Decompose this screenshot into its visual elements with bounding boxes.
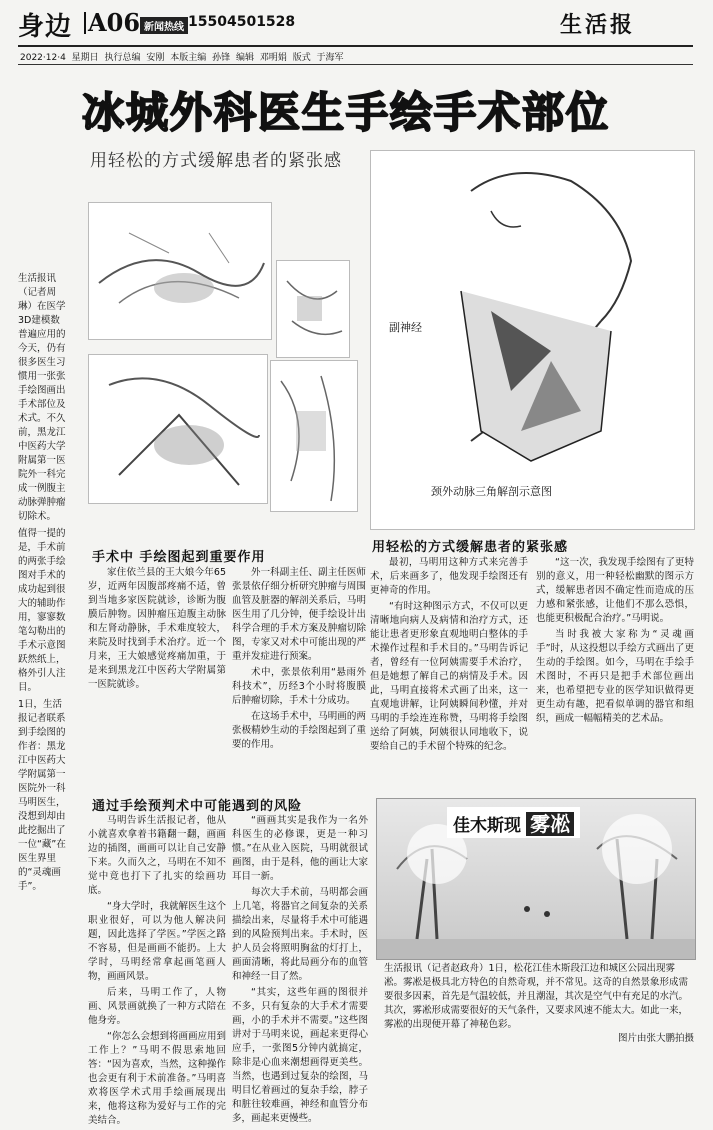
paragraph: 后来，马明工作了，人物画、风景画就换了一种方式陪在他身旁。 xyxy=(88,987,226,1026)
jiamu-caption xyxy=(384,962,694,1046)
header-rule-2 xyxy=(18,64,693,65)
section-2-title: 用轻松的方式缓解患者的紧张感 xyxy=(372,540,569,555)
section-3-body-b xyxy=(232,814,368,1128)
newspaper-brand: 生活报 xyxy=(560,12,636,38)
section-3-title: 通过手绘预判术中可能遇到的风险 xyxy=(92,799,303,814)
header-divider xyxy=(84,12,86,34)
section-3-body-a xyxy=(88,814,226,1130)
jiamu-photo xyxy=(376,798,696,960)
paragraph: 在这场手术中，马明画的两张极精妙生动的手绘图起到了重要的作用。 xyxy=(232,711,366,750)
hotline-label: 新闻热线 xyxy=(140,17,188,34)
neck-anatomy-icon xyxy=(371,151,694,529)
main-neck-sketch xyxy=(370,150,695,530)
sketch-photo-2 xyxy=(276,260,350,358)
headline: 冰城外科医生手绘手术部位 xyxy=(82,88,611,137)
paragraph: 当时我被大家称为“灵魂画手”时，从这投想以手绘方式画出了更生动的手绘图。如今，马明在手绘手术图时，不再只是把手术部位画出来，也希望把专业的医学知识做得更更生动有趣，把看似单调的器官和组织，画成一幅幅精美的艺术品。 xyxy=(536,629,694,724)
section-name: 身边 xyxy=(18,12,73,42)
paragraph: 术中，张景依利用“悬雨外科技术”，历经3个小时将腹膜后肿瘤切除，手术十分成功。 xyxy=(232,667,366,706)
section-1-title: 手术中 手绘图起到重要作用 xyxy=(92,550,266,565)
sketch-drawing-icon xyxy=(89,203,271,339)
sketch-photo-3 xyxy=(88,354,268,504)
paragraph: 最初，马明用这种方式来完善手术，后来画多了，他发现手绘图还有更神奇的作用。 xyxy=(370,557,528,596)
paragraph: “这一次，我发现手绘图有了更特别的意义，用一种轻松幽默的图示方式，缓解患者因不确定性而造成的压力感和紧张感，让他们不那么恐惧，也能更积极配合治疗。”马明说。 xyxy=(536,557,694,624)
sketch-drawing-icon xyxy=(89,355,267,503)
sketch-photo-4 xyxy=(270,360,358,512)
subheadline: 用轻松的方式缓解患者的紧张感 xyxy=(90,151,342,171)
lead-paragraph: 1日，生活报记者联系到手绘图的作者：黑龙江中医药大学附属第一医院外一科马明医生，没想到却由此挖掘出了一位“藏”在医生界里的“灵魂画手”。 xyxy=(18,699,66,892)
jiamu-credit: 图片由张大鹏拍摄 xyxy=(617,1033,694,1044)
header-rule xyxy=(18,45,693,47)
jiamu-title: 佳木斯现 xyxy=(453,816,521,836)
section-2-body-a xyxy=(370,556,528,756)
sketch-label-main: 颈外动脉三角解剖示意图 xyxy=(431,485,552,498)
jiamu-title-wrap xyxy=(447,807,580,838)
lead-paragraph: 值得一提的是，手术前的两张手绘图对手术的成功起到很大的辅助作用，寥寥数笔勾勒出的手术示意图跃然纸上，格外引人注目。 xyxy=(18,528,66,693)
section-2-body-b xyxy=(536,556,694,728)
issue-meta: 2022·12·4 星期日 执行总编 安刚 本版主编 孙锋 编辑 邓明娟 版式 于海军 xyxy=(20,53,344,63)
lead-paragraph: 生活报讯（记者周琳）在医学3D建模数普遍应用的今天，仍有很多医生习惯用一张张手绘图画出手术部位及术式。不久前，黑龙江中医药大学附属第一医院外一科完成一例腹主动脉弹肿瘤切除术。 xyxy=(18,273,66,522)
page-number: A06 xyxy=(88,8,141,37)
lead-column xyxy=(18,272,68,897)
sketch-photo-1 xyxy=(88,202,272,340)
paragraph: 马明告诉生活报记者，他从小就喜欢拿着书籍翻一翻，画画边的插图，画画可以让自己安静下来。久而久之，马明在不知不觉中竟也打下了扎实的绘画功底。 xyxy=(88,815,226,896)
section-1-body-a xyxy=(88,566,226,694)
paragraph: 家住依兰县的王大娘今年65岁，近两年因腹部疼痛不适，曾到当地多家医院就诊，诊断为腹膜后肿物。因肿瘤压迫腹主动脉和左肾动静脉，手术难度较大，来院及时找到手术治疗。近一个月来，王大娘感觉疼痛加重，于是来到黑龙江中医药大学附属第一医院就诊。 xyxy=(88,567,226,690)
paragraph: “有时这种图示方式，不仅可以更清晰地向病人及病情和治疗方式，还能让患者更形象直观地明白整体的手术操作过程和手术目的。”马明告诉记者，曾经有一位阿姨需要手术治疗，但是她想了解自己的病情及手术。因此，马明直接将术式画了出来，这一直观地讲解，让阿姨瞬间秒懂，并对马明的手绘连连称赞，马明将手绘图送给了阿姨，阿姨很认同地收下，说要给自己的手术留个特殊的纪念。 xyxy=(370,601,528,752)
sketch-drawing-icon xyxy=(277,261,349,357)
paragraph: 外一科副主任、副主任医师张景依仔细分析研究肿瘤与周围血管及脏器的解剖关系后，马明医生用了几分钟，便手绘设计出科学合理的手术方案及肿瘤切除图，专家又对术中可能出现的严重并发症进行预案。 xyxy=(232,567,366,662)
hotline-phone: 15504501528 xyxy=(188,14,296,30)
sketch-drawing-icon xyxy=(271,361,357,511)
paragraph: “其实，这些年画的图很并不多，只有复杂的大手术才需要画，小的手术并不需要。”这些图讲对于马明来说，画起来更得心应手，一张图5分钟内就搞定，除非是心血来潮想画得更美些。当然，也遇到过复杂的绘图，马明目忆着画过的复杂手绘，脖子和脏往较难画，神经和血管分布多，画起来更慢些。 xyxy=(232,987,368,1124)
paragraph: “身大学时，我就解医生这个职业很好，可以为他人解决问题，因此选择了学医。”学医之路不容易，但是画画不能扔。上大学时，马明经常拿起画笔画人物，画画风景。 xyxy=(88,901,226,982)
sketch-label-left: 副神经 xyxy=(389,321,422,334)
section-1-body-b xyxy=(232,566,366,754)
paragraph: 每次大手术前，马明都会画上几笔，将器官之间复杂的关系描绘出来，尽量将手术中可能遇到的风险预判出来。手术时，医护人员会将照明胸盆的灯打上，画面清晰，将此局画分布的血管和神经一目了然。 xyxy=(232,887,368,982)
jiamu-caption-text: 生活报讯（记者赵政舟）1日，松花江佳木斯段江边和城区公园出现雾凇。雾凇是极具北方特色的自然奇观，并不常见。这奇的自然景象形成需要很多因素，首先是气温较低，并且潮湿，其次是空气中有充足的水汽。其次，雾凇形成需要很好的天气条件，又要求风速不能太大。如此一来，雾凇的出现便开幕了神秘色彩。 xyxy=(384,963,689,1030)
jiamu-highlight: 雾凇 xyxy=(526,812,574,836)
paragraph: “你怎么会想到将画画应用到工作上？”马明不假思索地回答：“因为喜欢，当然，这种操作也会更有利于术前准备。”马明喜欢将医学术式用手绘画展现出来，他将这称为爱好与工作的完美结合。 xyxy=(88,1031,226,1126)
paragraph: “画画其实是我作为一名外科医生的必修课，更是一种习惯。”在从业入医院，马明就很试画图，由于是科，他的画让大家耳目一新。 xyxy=(232,815,368,882)
